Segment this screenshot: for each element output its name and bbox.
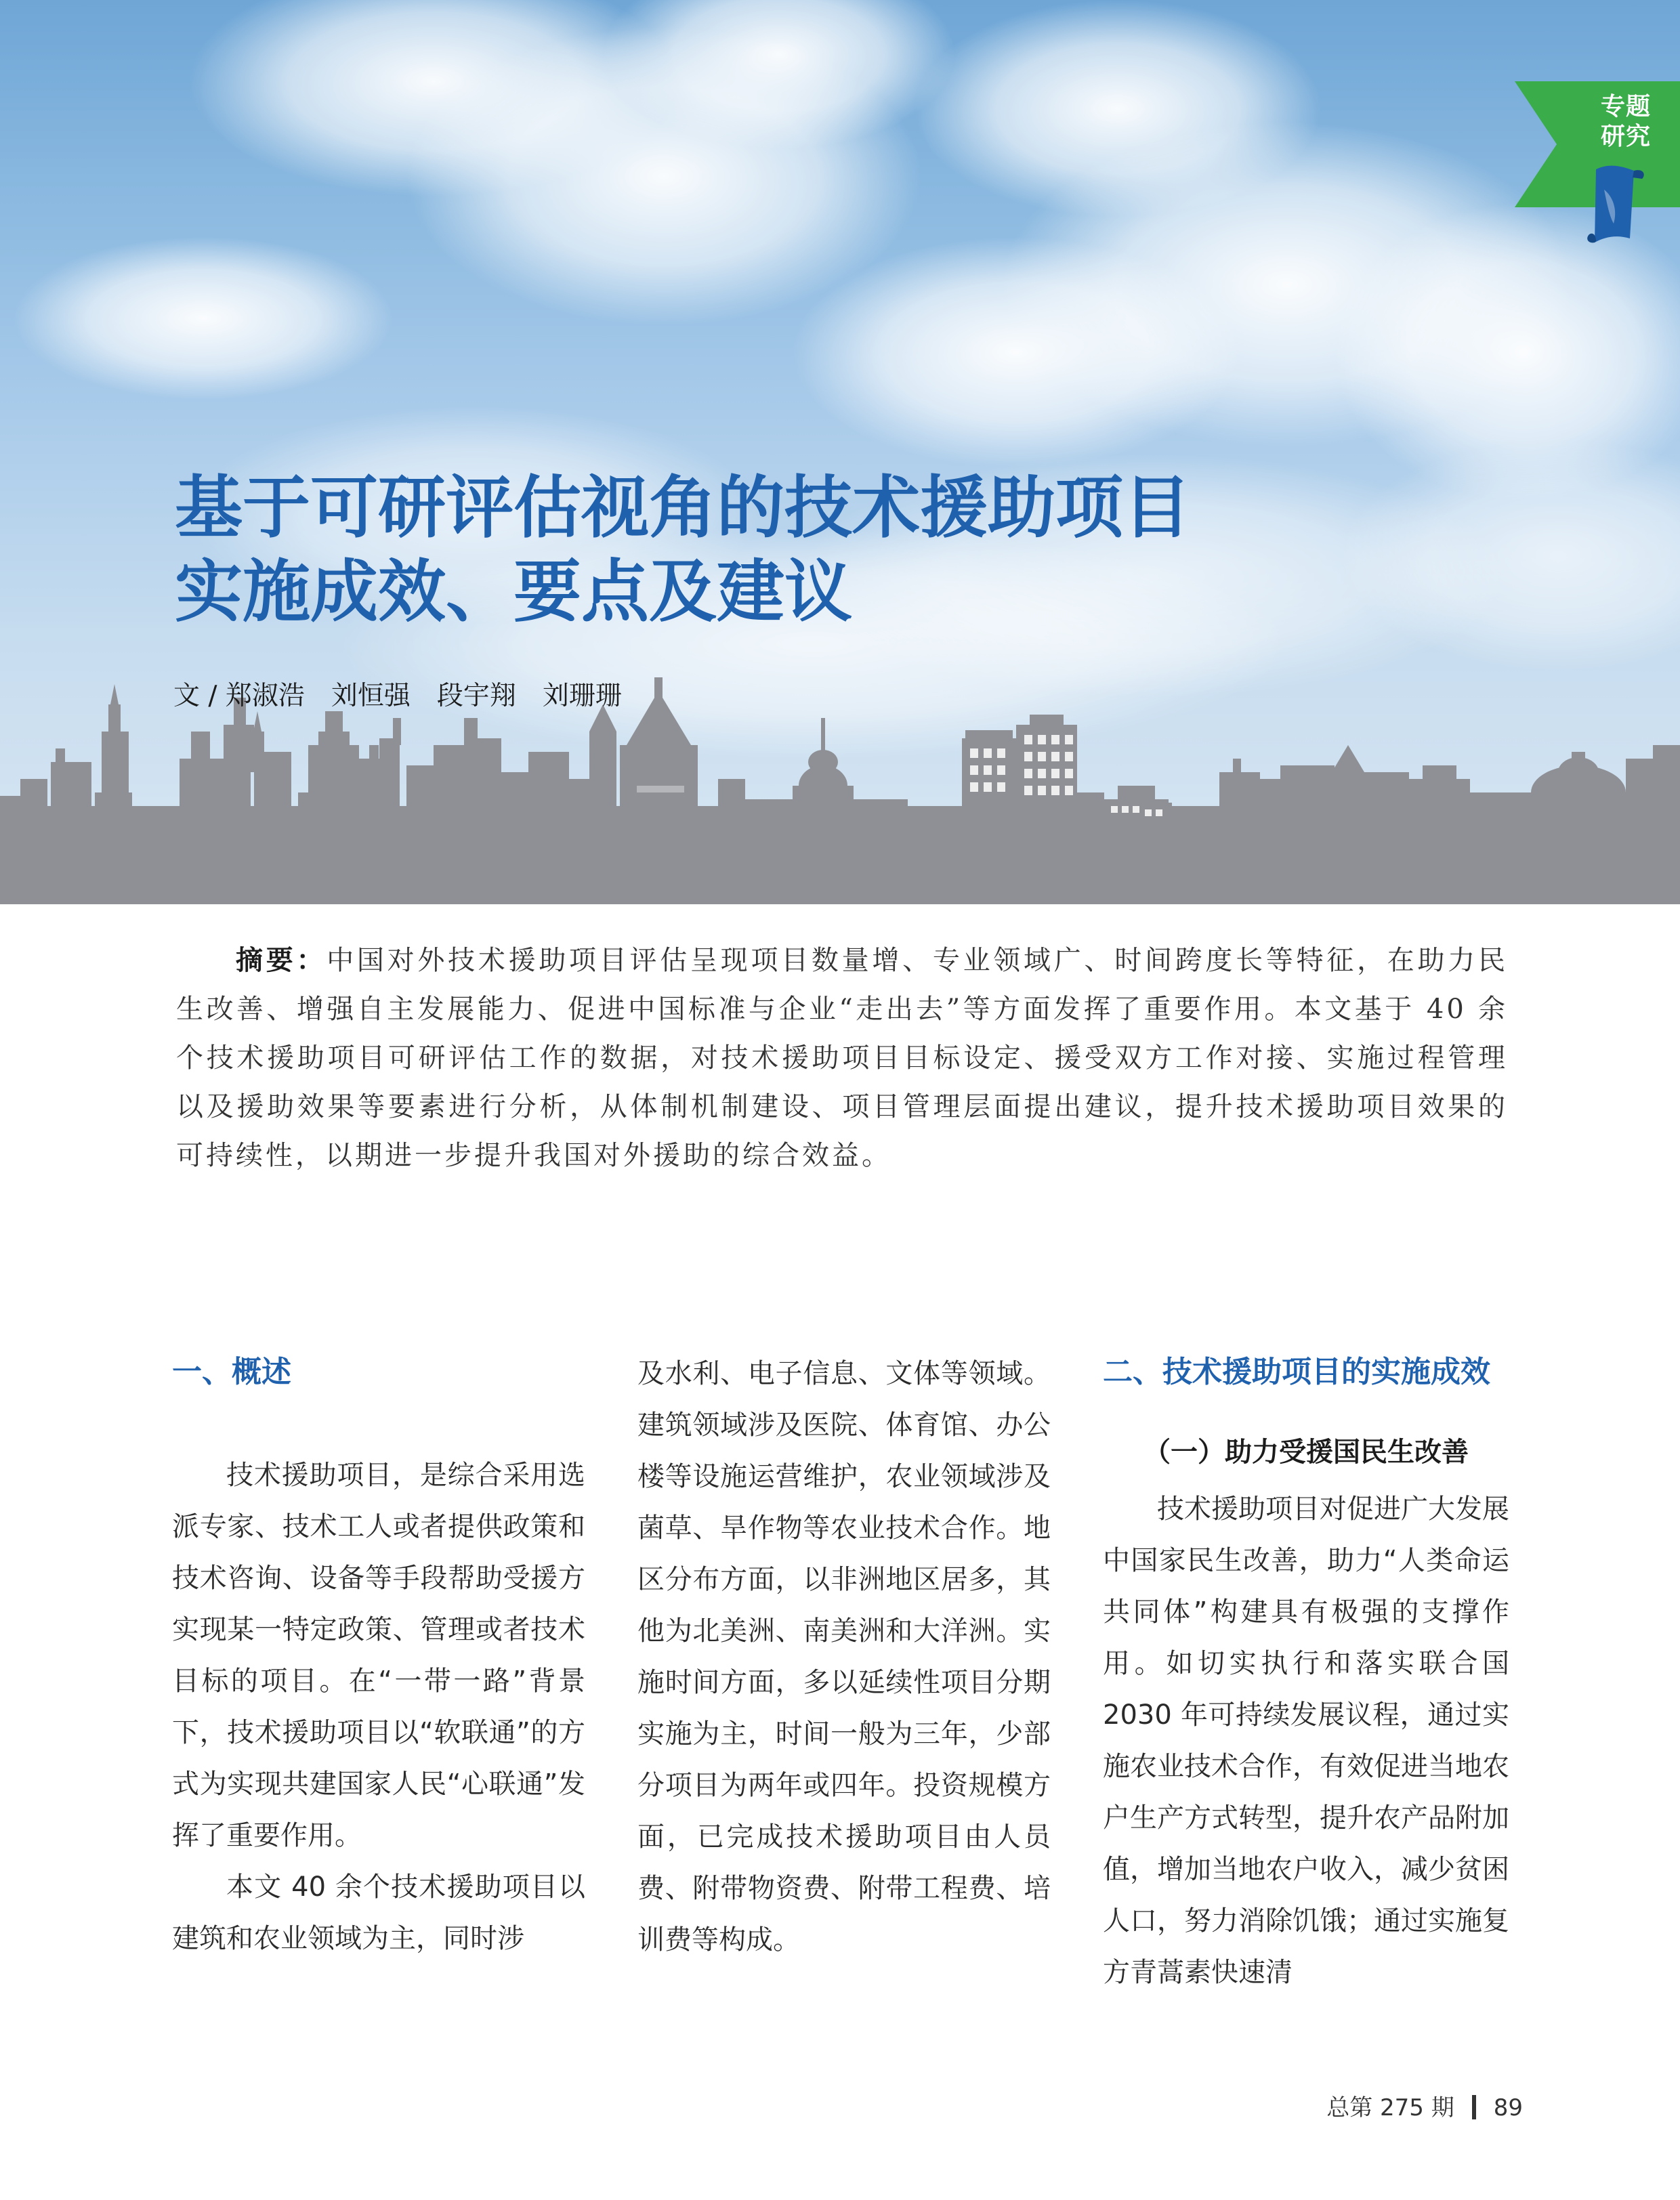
abstract bbox=[176, 936, 1508, 1180]
footer-separator bbox=[1472, 2095, 1476, 2119]
section-2-heading: 二、技术援助项目的实施成效 bbox=[1103, 1355, 1490, 1389]
section-2-paragraph-1: 技术援助项目对促进广大发展中国家民生改善，助力“人类命运共同体”构建具有极强的支撑作用。如切实执行和落实联合国 2030 年可持续发展议程，通过实施农业技术合作，有效促进当地农户生产方式转型，提升农产品附加值，增加当地农户收入，减少贫困人口，努力消除饥饿；通过实施复方青蒿素快速清 bbox=[1103, 1494, 1509, 1988]
section-1-paragraph-1: 技术援助项目，是综合采用选派专家、技术工人或者提供政策和技术咨询、设备等手段帮助受援方实现某一特定政策、管理或者技术目标的项目。在“一带一路”背景下，技术援助项目以“软联通”的方式为实现共建国家人民“心联通”发挥了重要作用。 bbox=[172, 1460, 585, 1851]
section-1-paragraph-2-continued: 及水利、电子信息、文体等领域。建筑领域涉及医院、体育馆、办公楼等设施运营维护，农业领域涉及菌草、旱作物等农业技术合作。地区分布方面，以非洲地区居多，其他为北美洲、南美洲和大洋洲。实施时间方面，多以延续性项目分期实施为主，时间一般为三年，少部分项目为两年或四年。投资规模方面，已完成技术援助项目由人员费、附带物资费、附带工程费、培训费等构成。 bbox=[637, 1358, 1051, 1955]
issue-number: 总第 275 期 bbox=[1326, 2094, 1454, 2121]
heading-spacer bbox=[172, 1391, 585, 1450]
city-skyline bbox=[0, 0, 1680, 904]
page-number: 89 bbox=[1493, 2094, 1523, 2121]
tag-label bbox=[1582, 92, 1669, 152]
column-1 bbox=[172, 1348, 585, 1964]
title-line-1: 基于可研评估视角的技术援助项目 bbox=[175, 468, 1191, 547]
section-1-paragraph-2: 本文 40 余个技术援助项目以建筑和农业领域为主，同时涉 bbox=[172, 1871, 585, 1954]
abstract-label: 摘要： bbox=[236, 944, 327, 976]
tag-line-1: 专题 bbox=[1600, 93, 1651, 121]
article-title bbox=[175, 466, 1462, 634]
header-banner bbox=[0, 0, 1680, 904]
section-1-heading: 一、概述 bbox=[172, 1355, 291, 1389]
subsection-1-heading: （一）助力受援国民生改善 bbox=[1143, 1437, 1469, 1468]
author-byline: 文 / 郑淑浩 刘恒强 段宇翔 刘珊珊 bbox=[173, 681, 622, 711]
title-line-2: 实施成效、要点及建议 bbox=[175, 552, 852, 631]
page-footer bbox=[1326, 2093, 1523, 2123]
column-3 bbox=[1103, 1348, 1509, 1998]
column-2 bbox=[637, 1348, 1051, 1966]
tower-windows-left bbox=[970, 748, 1005, 792]
abstract-text: 中国对外技术援助项目评估呈现项目数量增、专业领域广、时间跨度长等特征，在助力民生改善、增强自主发展能力、促进中国标准与企业“走出去”等方面发挥了重要作用。本文基于 40 余个技术援助项目可研评估工作的数据，对技术援助项目目标设定、援受双方工作对接、实施过程管理以及援助效果等要素进行分析，从体制机制建设、项目管理层面提出建议，提升技术援助项目效果的可持续性，以期进一步提升我国对外援助的综合效益。 bbox=[176, 945, 1509, 1171]
section-tag bbox=[1515, 81, 1680, 251]
tag-line-2: 研究 bbox=[1600, 123, 1651, 150]
